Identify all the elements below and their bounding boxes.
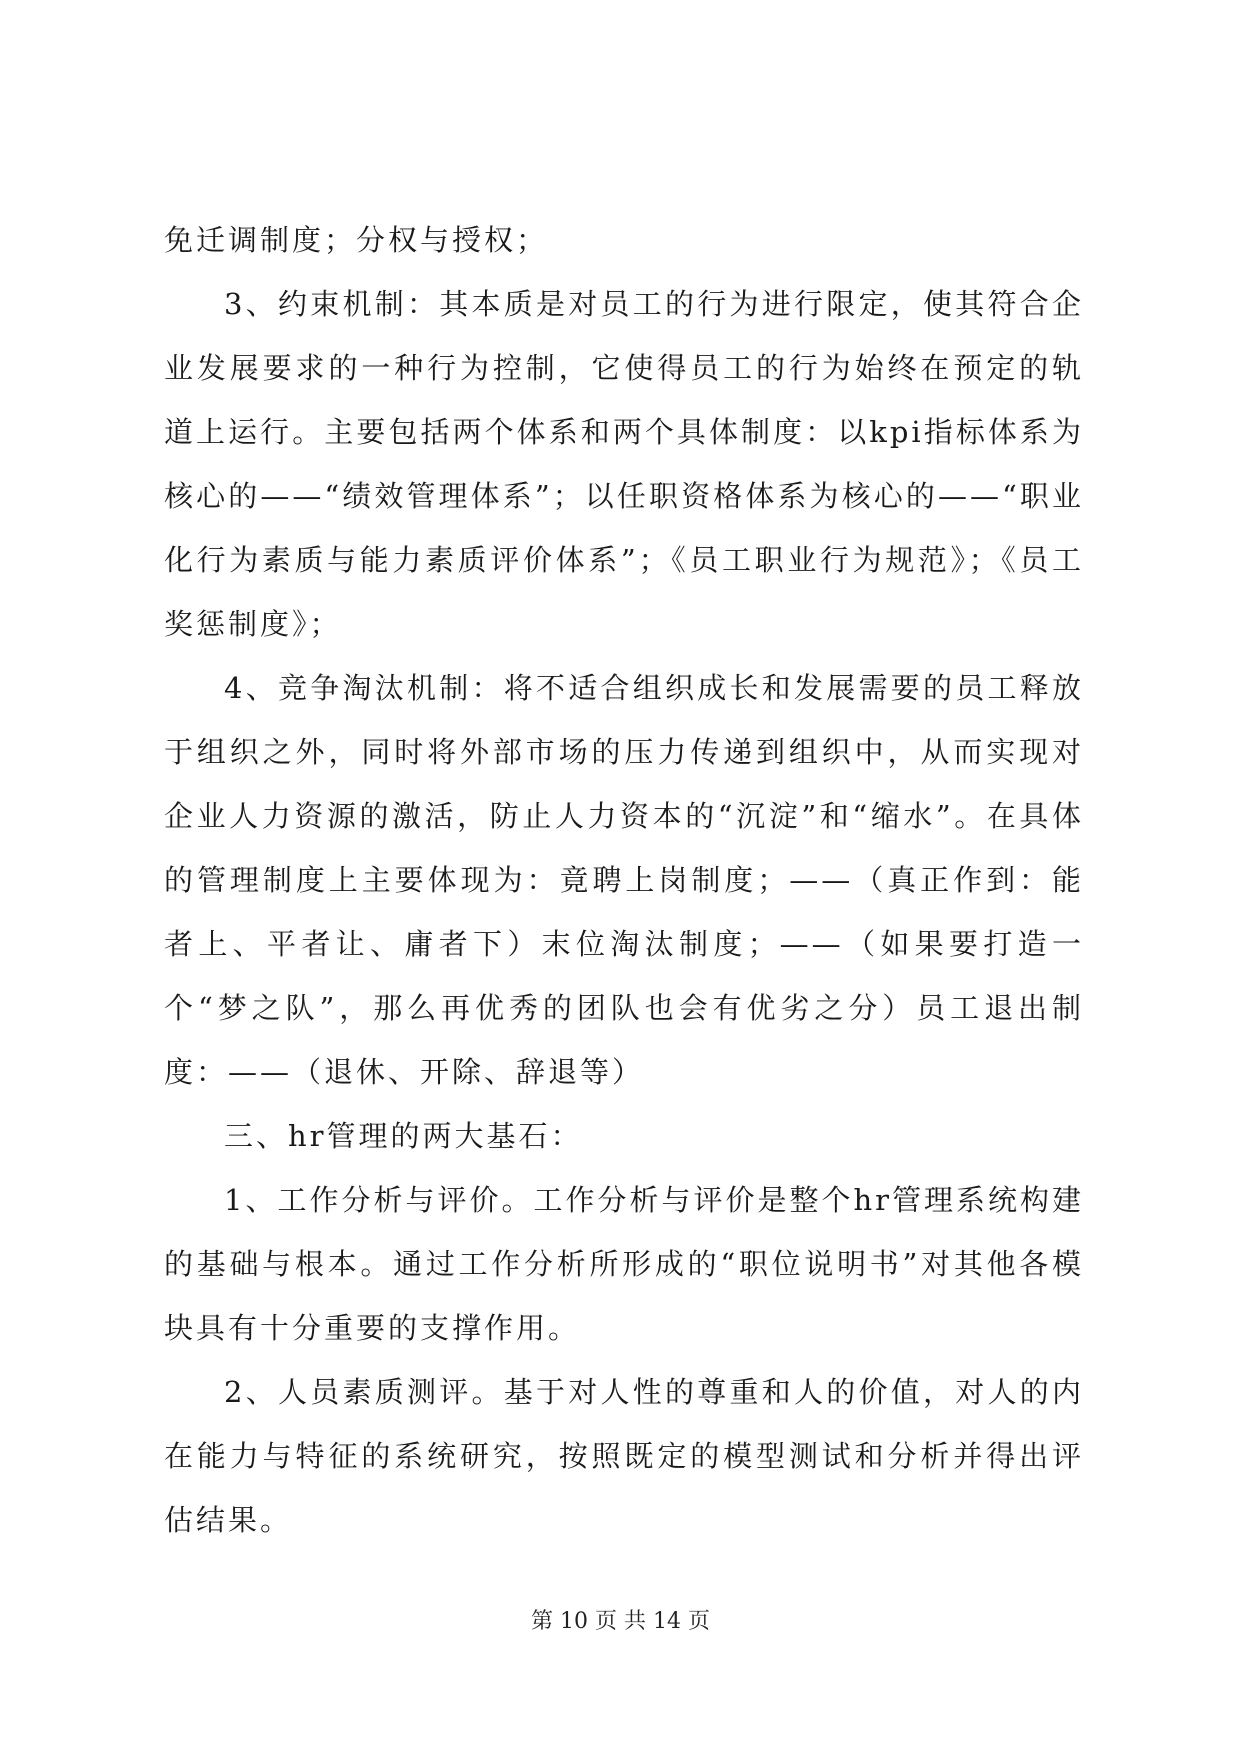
paragraph: 3、约束机制：其本质是对员工的行为进行限定，使其符合企业发展要求的一种行为控制，它使得员工的行为始终在预定的轨道上运行。主要包括两个体系和两个具体制度：以kpi指标体系为核心的——“绩效管理体系”；以任职资格体系为核心的——“职业化行为素质与能力素质评价体系”；《员工职业行为规范》；《员工奖惩制度》；	[164, 287, 1084, 641]
section-heading: 三、hr管理的两大基石：	[224, 1119, 583, 1153]
paragraph: 1、工作分析与评价。工作分析与评价是整个hr管理系统构建的基础与根本。通过工作分析所形成的“职位说明书”对其他各模块具有十分重要的支撑作用。	[164, 1183, 1084, 1345]
paragraph: 免迁调制度；分权与授权；	[164, 223, 549, 257]
document-body	[164, 208, 1084, 1552]
paragraph: 4、竞争淘汰机制：将不适合组织成长和发展需要的员工释放于组织之外，同时将外部市场的压力传递到组织中，从而实现对企业人力资源的激活，防止人力资本的“沉淀”和“缩水”。在具体的管理制度上主要体现为：竟聘上岗制度；——（真正作到：能者上、平者让、庸者下）末位淘汰制度；——（如果要打造一个“梦之队”，那么再优秀的团队也会有优劣之分）员工退出制度：——（退休、开除、辞退等）	[164, 671, 1084, 1089]
paragraph: 2、人员素质测评。基于对人性的尊重和人的价值，对人的内在能力与特征的系统研究，按照既定的模型测试和分析并得出评估结果。	[164, 1375, 1084, 1537]
page-number-footer: 第 10 页 共 14 页	[531, 1609, 710, 1634]
